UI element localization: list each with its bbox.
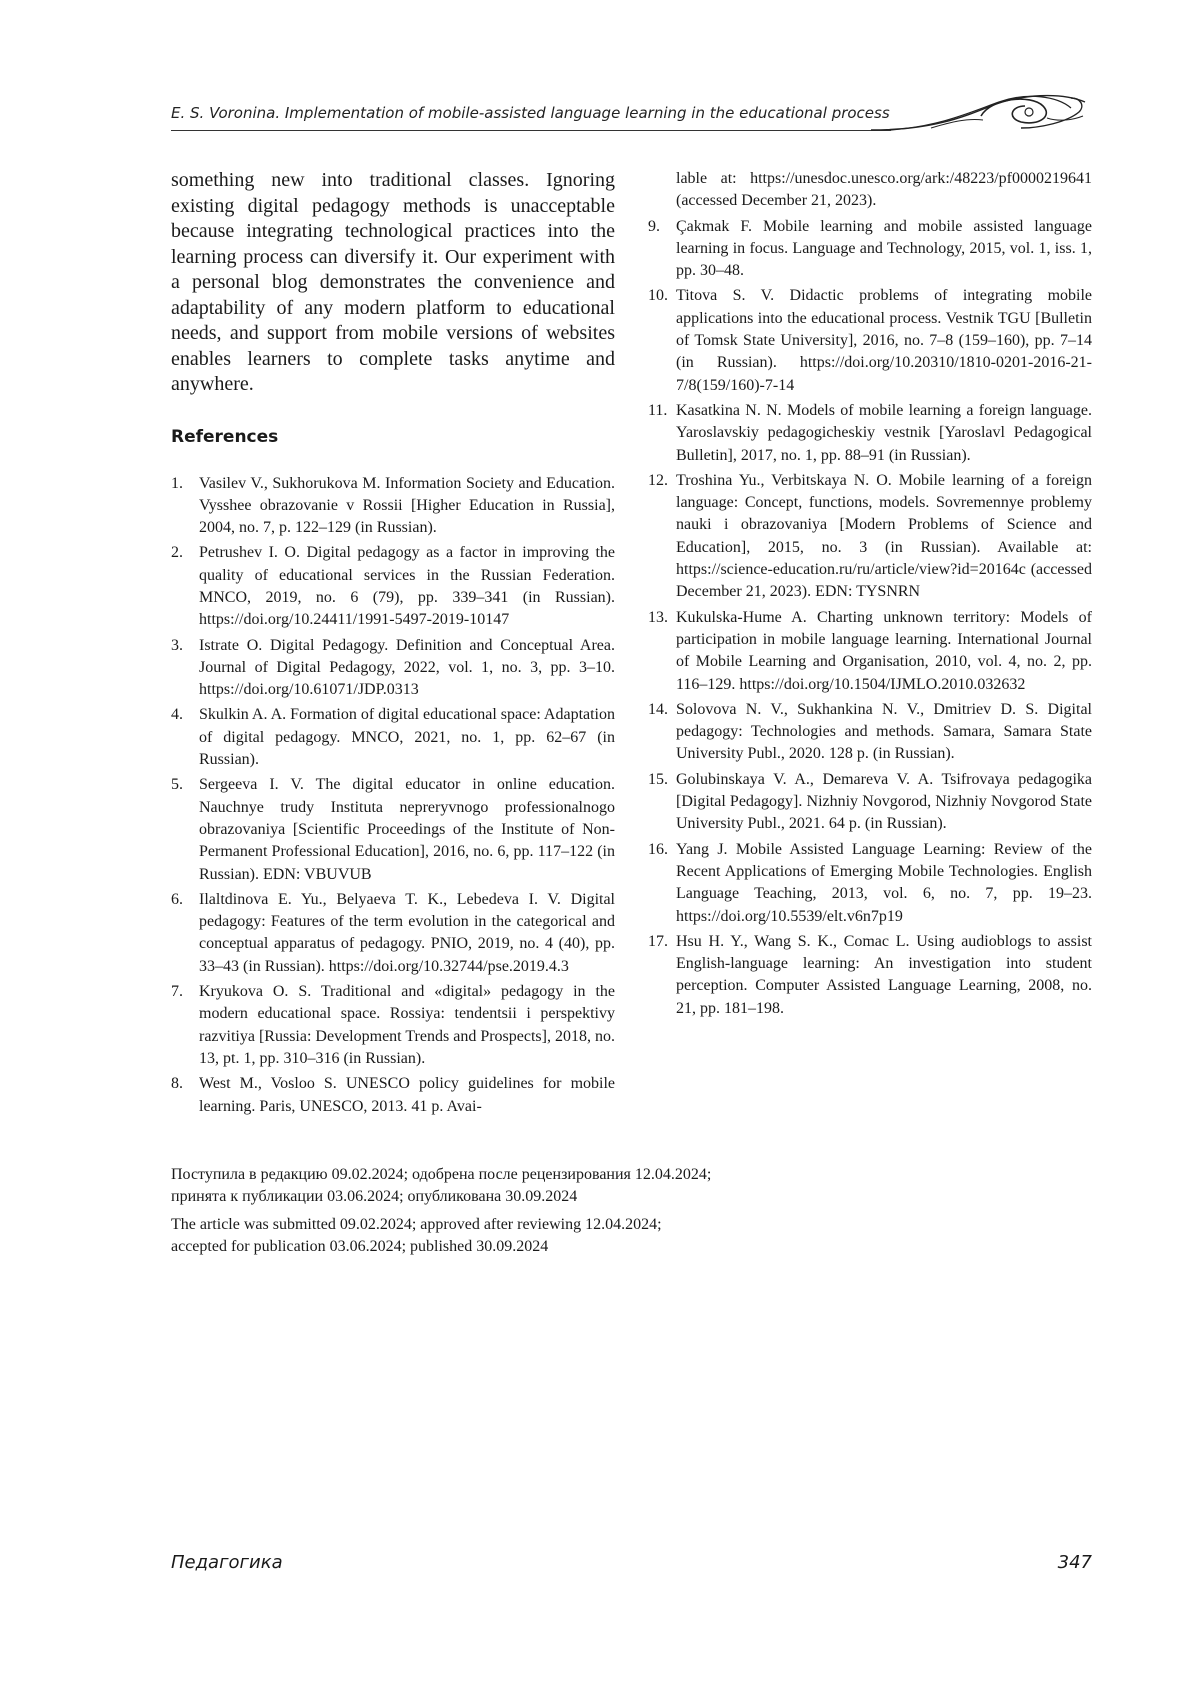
reference-number: 16.	[648, 840, 668, 858]
reference-item	[648, 470, 1092, 604]
reference-number: 8.	[171, 1075, 183, 1093]
reference-item	[171, 774, 615, 885]
header-rule	[171, 130, 891, 131]
reference-number: 13.	[648, 608, 668, 626]
reference-text: Hsu H. Y., Wang S. K., Comac L. Using audioblogs to assist English-language learning: An investigation into student perception. Computer Assisted Language Learning, 2008, no. 21, pp. 181–198.	[676, 932, 1092, 1017]
reference-number: 9.	[648, 217, 660, 235]
reference-item	[171, 635, 615, 702]
reference-text: Çakmak F. Mobile learning and mobile assisted language learning in focus. Language and Technology, 2015, vol. 1, iss. 1, pp. 30–48.	[676, 217, 1092, 280]
submission-dates	[171, 1164, 871, 1263]
reference-item	[171, 473, 615, 540]
reference-item	[171, 1073, 615, 1118]
reference-number: 10.	[648, 287, 668, 305]
reference-item	[648, 839, 1092, 928]
reference-number: 17.	[648, 932, 668, 950]
dates-en-line-2: accepted for publication 03.06.2024; published 30.09.2024	[171, 1237, 549, 1255]
reference-text: Golubinskaya V. A., Demareva V. A. Tsifrovaya pedagogika [Digital Pedagogy]. Nizhniy Novgorod, Nizhniy Novgorod State University Publ., 2021. 64 p. (in Russian).	[676, 770, 1092, 833]
page-number: 347	[1057, 1552, 1092, 1573]
reference-text: Kryukova O. S. Traditional and «digital» pedagogy in the modern educational space. Rossiya: tendentsii i perspektivy razvitiya [Russia: Development Trends and Prospects], 2018, no. 13, pt. 1, pp. 310–316 (in Russian).	[199, 983, 615, 1067]
reference-number: 6.	[171, 890, 183, 908]
reference-item	[648, 607, 1092, 696]
reference-number: 11.	[648, 401, 668, 419]
reference-number: 4.	[171, 706, 183, 724]
reference-item	[171, 889, 615, 978]
reference-item	[648, 699, 1092, 766]
reference-text: West M., Vosloo S. UNESCO policy guidelines for mobile learning. Paris, UNESCO, 2013. 41 p. Avai-	[199, 1075, 615, 1115]
reference-text: Kukulska-Hume A. Charting unknown territory: Models of participation in mobile language learning. International Journal of Mobile Learning and Organisation, 2010, vol. 4, no. 2, pp. 116–129. https://doi.org/10.1504/IJMLO.2010.032632	[676, 608, 1092, 693]
footer-section: Педагогика	[171, 1552, 283, 1573]
right-column	[648, 168, 1092, 1023]
reference-text: Ilaltdinova E. Yu., Belyaeva T. K., Lebedeva I. V. Digital pedagogy: Features of the term evolution in the categorical and conceptual apparatus of pedagogy. PNIO, 2019, no. 4 (40), pp. 33–43 (in Russian). https://doi.org/10.32744/pse.2019.4.3	[199, 890, 615, 975]
dates-ru-line-2: принята к публикации 03.06.2024; опубликована 30.09.2024	[171, 1188, 578, 1206]
reference-item	[171, 704, 615, 771]
reference-text: Petrushev I. O. Digital pedagogy as a factor in improving the quality of educational services in the Russian Federation. MNCO, 2019, no. 6 (79), pp. 339–341 (in Russian). https://doi.org/10.24411/1991-5497-2019-10147	[199, 544, 615, 629]
reference-number: 12.	[648, 471, 668, 489]
reference-number: 3.	[171, 636, 183, 654]
references-heading: References	[171, 426, 279, 447]
reference-number: 15.	[648, 770, 668, 788]
dates-russian	[171, 1164, 871, 1209]
left-column	[171, 168, 615, 1121]
reference-item	[648, 285, 1092, 396]
reference-item	[648, 400, 1092, 467]
reference-text: Istrate O. Digital Pedagogy. Definition and Conceptual Area. Journal of Digital Pedagogy, 2022, vol. 1, no. 3, pp. 3–10. https://doi.org/10.61071/JDP.0313	[199, 636, 615, 699]
reference-number: 7.	[171, 983, 183, 1001]
reference-text: Titova S. V. Didactic problems of integrating mobile applications into the educational process. Vestnik TGU [Bulletin of Tomsk State University], 2016, no. 7–8 (159–160), pp. 7–14 (in Russian). https://doi.org/10.20310/1810-0201-2016-21-7/8(159/160)-7-14	[676, 287, 1092, 394]
references-list-right	[648, 216, 1092, 1020]
reference-item	[648, 769, 1092, 836]
reference-text: Solovova N. V., Sukhankina N. V., Dmitriev D. S. Digital pedagogy: Technologies and methods. Samara, Samara State University Publ., 2020. 128 p. (in Russian).	[676, 700, 1092, 763]
reference-number: 1.	[171, 474, 183, 492]
dates-ru-line-1: Поступила в редакцию 09.02.2024; одобрена после рецензирования 12.04.2024;	[171, 1166, 712, 1183]
body-paragraph: something new into traditional classes. Ignoring existing digital pedagogy methods is unacceptable because integrating technological practices into the learning process can diversify it. Our experiment with a personal blog demonstrates the convenience and adaptability of any modern platform to educational needs, and support from mobile versions of websites enables learners to complete tasks anytime and anywhere.	[171, 169, 615, 395]
reference-item	[648, 216, 1092, 283]
reference-text: Troshina Yu., Verbitskaya N. O. Mobile learning of a foreign language: Concept, functions, models. Sovremennye problemy nauki i obrazovaniya [Modern Problems of Science and Education], 2015, no. 3 (in Russian). Available at: https://science-education.ru/ru/article/view?id=20164c (accessed December 21, 2023). EDN: TYSNRN	[676, 471, 1092, 601]
reference-item	[648, 931, 1092, 1020]
reference-text: Kasatkina N. N. Models of mobile learning a foreign language. Yaroslavskiy pedagogicheskiy vestnik [Yaroslavl Pedagogical Bulletin], 2017, no. 1, pp. 88–91 (in Russian).	[676, 401, 1092, 464]
reference-number: 2.	[171, 544, 183, 562]
dates-en-line-1: The article was submitted 09.02.2024; approved after reviewing 12.04.2024;	[171, 1215, 662, 1233]
reference-text: Skulkin A. A. Formation of digital educational space: Adaptation of digital pedagogy. MNCO, 2021, no. 1, pp. 62–67 (in Russian).	[199, 706, 615, 769]
reference-number: 5.	[171, 776, 183, 794]
reference-text: Yang J. Mobile Assisted Language Learning: Review of the Recent Applications of Emerging Mobile Technologies. English Language Teaching, 2013, vol. 6, no. 7, pp. 19–23. https://doi.org/10.5539/elt.v6n7p19	[676, 840, 1092, 925]
reference-text: Vasilev V., Sukhorukova M. Information Society and Education. Vysshee obrazovanie v Rossii [Higher Education in Russia], 2004, no. 7, p. 122–129 (in Russian).	[199, 474, 615, 537]
references-list-left	[171, 473, 615, 1118]
running-header	[171, 88, 1091, 132]
reference-item	[171, 981, 615, 1070]
dates-english	[171, 1214, 871, 1259]
reference-item	[171, 542, 615, 631]
ornament-icon	[871, 88, 1091, 134]
reference-number: 14.	[648, 700, 668, 718]
running-header-title: E. S. Voronina. Implementation of mobile-assisted language learning in the educational process	[171, 104, 890, 122]
reference-8-continuation: lable at: https://unesdoc.unesco.org/ark:/48223/pf0000219641 (accessed December 21, 2023).	[676, 170, 1092, 210]
reference-text: Sergeeva I. V. The digital educator in online education. Nauchnye trudy Instituta nepreryvnogo professionalnogo obrazovaniya [Scientific Proceedings of the Institute of Non-Permanent Professional Education], 2016, no. 6, pp. 117–122 (in Russian). EDN: VBUVUB	[199, 776, 615, 883]
